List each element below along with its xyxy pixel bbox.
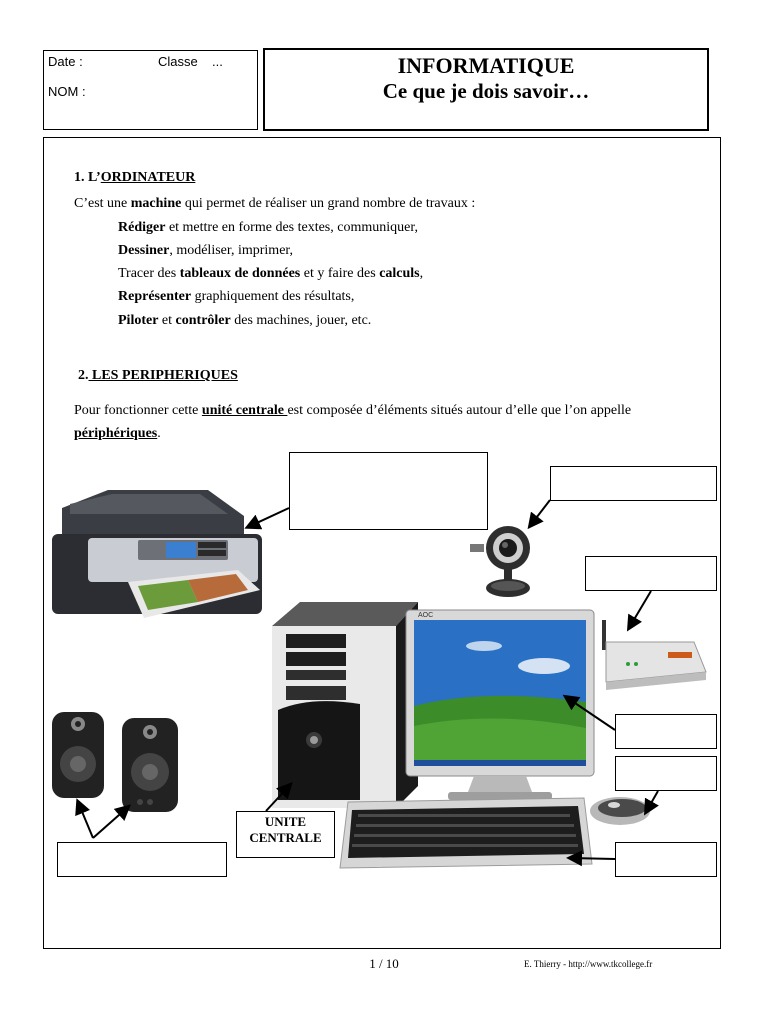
- footer-credit: E. Thierry - http://www.tkcollege.fr: [524, 959, 653, 969]
- central-unit-label-line1: UNITE: [264, 814, 307, 829]
- class-dots: ...: [212, 54, 223, 69]
- class-label: Classe: [158, 54, 198, 69]
- section1-heading: 1. L’ORDINATEUR: [74, 170, 196, 185]
- section1-intro: C’est une machine qui permet de réaliser un grand nombre de travaux :: [74, 196, 476, 211]
- arrow-speaker-right: [93, 807, 128, 838]
- list-item: Piloter et contrôler des machines, jouer, etc.: [118, 313, 372, 328]
- central-unit-label-line2: CENTRALE: [249, 830, 322, 845]
- arrow-speaker-left: [78, 802, 93, 838]
- arrow-router: [629, 591, 651, 628]
- monitor-brand: AOC: [418, 612, 434, 619]
- page-subtitle: Ce que je dois savoir…: [382, 79, 590, 103]
- list-item: Représenter graphiquement des résultats,: [118, 289, 355, 304]
- page-title: INFORMATIQUE: [397, 53, 575, 78]
- section2-heading: 2. LES PERIPHERIQUES: [78, 368, 238, 383]
- list-item: Dessiner, modéliser, imprimer,: [118, 243, 294, 258]
- date-label: Date :: [48, 54, 83, 69]
- name-label: NOM :: [48, 84, 86, 99]
- section2-text-2: périphériques.: [74, 426, 161, 441]
- arrow-mouse: [646, 791, 658, 812]
- arrow-keyboard: [570, 858, 615, 859]
- list-item: Rédiger et mettre en forme des textes, communiquer,: [118, 220, 418, 235]
- arrow-monitor: [566, 697, 615, 730]
- section2-text: Pour fonctionner cette unité centrale est composée d’éléments situés autour d’elle que l’on appelle: [74, 403, 632, 418]
- arrow-central-unit: [266, 785, 290, 811]
- arrow-printer: [248, 508, 289, 527]
- page-number: 1 / 10: [369, 956, 399, 971]
- list-item: Tracer des tableaux de données et y faire des calculs,: [118, 266, 424, 281]
- arrow-webcam: [530, 500, 550, 526]
